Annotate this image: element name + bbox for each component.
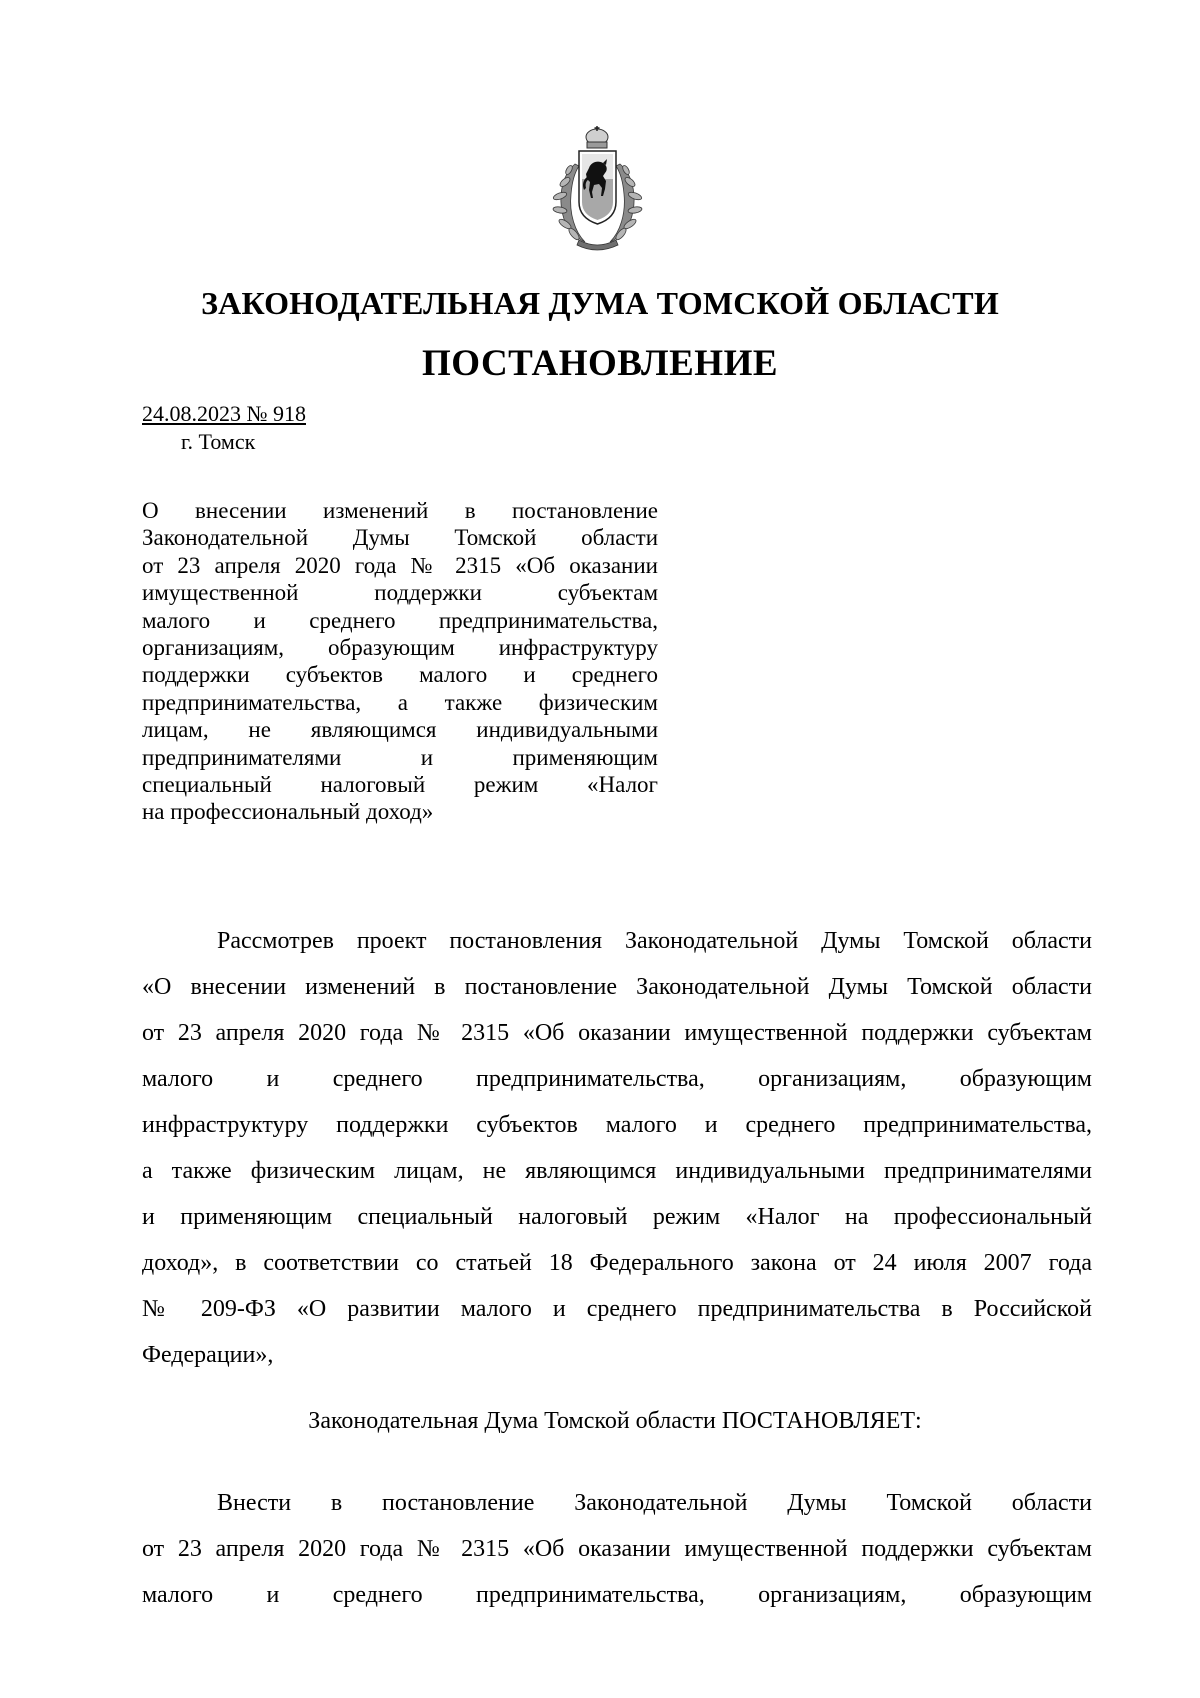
title-line: предпринимательства, а также физическим	[142, 689, 658, 715]
document-type: ПОСТАНОВЛЕНИЕ	[421, 343, 779, 384]
preamble-line: Рассмотрев проект постановления Законодательной Думы Томской области	[217, 928, 1092, 954]
decision-line: от 23 апреля 2020 года № 2315 «Об оказании имущественной поддержки субъектам	[142, 1536, 1092, 1562]
preamble-line: малого и среднего предпринимательства, организациям, образующим	[142, 1066, 1092, 1092]
document-title	[142, 497, 658, 826]
title-line: предпринимателями и применяющим	[142, 744, 658, 770]
title-line: организациям, образующим инфраструктуру	[142, 634, 658, 660]
coat-of-arms-icon	[545, 124, 650, 252]
title-line: О внесении изменений в постановление	[142, 498, 658, 523]
preamble-paragraph	[142, 918, 1092, 1378]
title-line: на профессиональный доход»	[142, 799, 434, 825]
preamble-line: инфраструктуру поддержки субъектов малого и среднего предпринимательства,	[142, 1112, 1092, 1138]
document-city: г. Томск	[181, 429, 256, 454]
resolution-line: Законодательная Дума Томской области ПОСТАНОВЛЯЕТ:	[308, 1408, 922, 1434]
title-line: специальный налоговый режим «Налог	[142, 771, 658, 797]
preamble-line: «О внесении изменений в постановление Законодательной Думы Томской области	[142, 974, 1092, 1000]
preamble-line: Федерации»,	[142, 1342, 274, 1368]
preamble-line: и применяющим специальный налоговый режим «Налог на профессиональный	[142, 1204, 1092, 1230]
preamble-line: № 209-ФЗ «О развитии малого и среднего предпринимательства в Российской	[142, 1296, 1092, 1322]
title-line: лицам, не являющимся индивидуальными	[142, 717, 658, 743]
title-line: Законодательной Думы Томской области	[142, 525, 658, 551]
title-line: поддержки субъектов малого и среднего	[142, 662, 658, 688]
decision-line: Внести в постановление Законодательной Думы Томской области	[217, 1490, 1092, 1516]
decision-line: малого и среднего предпринимательства, организациям, образующим	[142, 1582, 1092, 1608]
title-line: малого и среднего предпринимательства,	[142, 607, 658, 633]
preamble-line: а также физическим лицам, не являющимся индивидуальными предпринимателями	[142, 1158, 1092, 1184]
authority-name: ЗАКОНОДАТЕЛЬНАЯ ДУМА ТОМСКОЙ ОБЛАСТИ	[201, 285, 999, 321]
crown-icon	[586, 126, 608, 148]
title-line: имущественной поддержки субъектам	[142, 580, 658, 606]
title-line: от 23 апреля 2020 года № 2315 «Об оказании	[142, 552, 658, 578]
preamble-line: доход», в соответствии со статьей 18 Федерального закона от 24 июля 2007 года	[142, 1250, 1092, 1276]
document-date-number: 24.08.2023 № 918	[142, 401, 306, 426]
decision-paragraph	[142, 1480, 1092, 1618]
preamble-line: от 23 апреля 2020 года № 2315 «Об оказании имущественной поддержки субъектам	[142, 1020, 1092, 1046]
